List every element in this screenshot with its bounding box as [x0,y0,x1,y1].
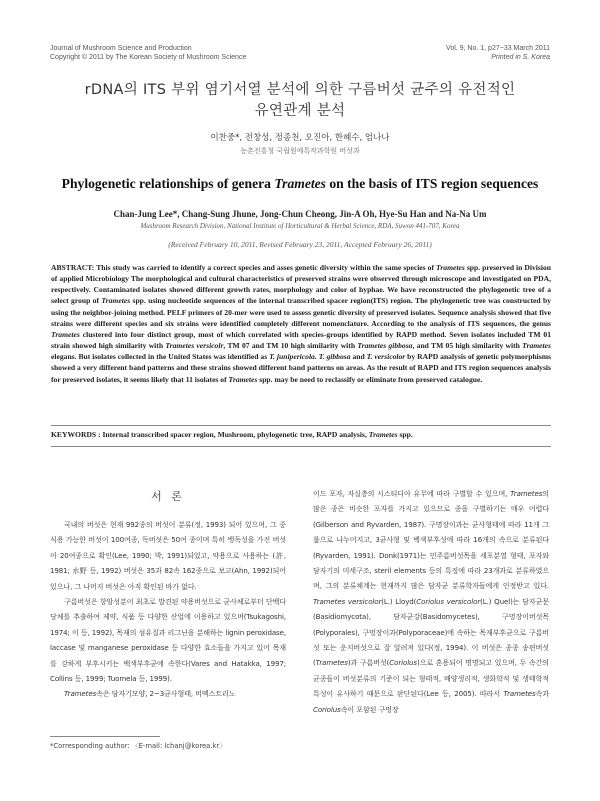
paragraph-text: 이드 포자, 자실층의 시스티디아 유무에 따라 구별할 수 있으며, [313,489,511,498]
english-authors: Chan-Jung Lee*, Chang-Sung Jhune, Jong-Chun Cheong, Jin-A Oh, Hye-Su Han and Na-Na Um [113,209,487,219]
abstract-label: ABSTRACT: [51,263,95,272]
journal-name: Journal of Mushroom Science and Production [50,45,192,52]
english-title [30,176,570,192]
english-affiliation: Mushroom Research Division, National Institute of Horticultural & Herbal Science, RDA, Suwon 441-707, Korea [140,222,460,230]
section-heading-introduction: 서 론 [151,490,185,503]
keywords-end: spp. [397,430,413,439]
english-title-pre: Phylogenetic relationships of genera [61,176,275,191]
abstract-text: and [350,352,367,362]
paragraph: 국내의 버섯은 현재 992종의 버섯이 분류(정, 1993) 되어 있으며, 그 중 식용 가능한 버섯이 100여종, 독버섯은 50여 종이며 특히 뱅독성을 가진 버섯이 20여종으로 확인(Lee, 1990; 박, 1991)되었고, 약용으로 사용하는 (許, 1981; 水野 등, 1992) 버섯은 35과 82속 162종으로 보고(Ahn, 1992)되어 있으나, 그 나머지 버섯은 아직 확인된 바가 없다. [50,520,286,591]
paragraph-text: 속이 포함된 구멍장 [340,704,399,714]
paragraph-text: (L.) Lloyd( [381,596,417,606]
genus-italic: Coriolus [389,658,417,668]
abstract-italic: T. junipericola. T. gibbosa [269,352,351,362]
abstract-text: spp. using nucleotide sequences of the internal transcribed spacer region(ITS) region. The phylogenetic tree was constructed by using the neighbor-joining method. PELF primers of 20-mer were used to assess genetic diversity of preserved isolates. Sequence analysis showed that five strains were different species and six strains were identified completely different nomenclature. According to the analysis of ITS sequences, the genus [51,296,551,328]
abstract-italic: Trametes gibbosa [357,341,413,351]
paragraph: 구름버섯은 항암성분이 최초로 발견된 약용버섯으로 균사체로부터 단백다당체를 추출하여 제약, 식품 등 다양한 산업에 이용하고 있으며(Tsukagoshi, 1974; 이 등, 1992), 목재의 섬유질과 리그닌을 분해하는 lignin peroxidase, laccase 및 manganese peroxidase 등 다양한 효소들을 가지고 있어 목재를 강하게 부후시키는 백색부후균에 속한다(Vares and Hatakka, 1997; Collins 등, 1999; Tuomela 등, 1999). [50,597,286,684]
journal-header [50,44,246,62]
korean-title-line1: rDNA의 ITS 부위 염기서열 분석에 의한 구름버섯 균주의 유전적인 [84,82,516,98]
keywords-label: KEYWORDS : [51,430,101,439]
abstract-italic: T. versicolor [366,352,406,362]
abstract-text: elegans. But isolates collected in the United States was identified as [51,352,270,362]
paragraph-text: 속은 담자기모양, 2~3균사형태, 비멕스트리노 [96,689,236,699]
genus-italic: Trametes [510,489,543,498]
abstract-italic: Trametes [522,341,551,351]
genus-italic: Trametes [64,689,97,699]
genus-italic: Coriolus [313,704,341,714]
abstract-italic: Trametes [51,329,80,339]
footnote-divider [50,736,160,737]
journal-copyright: Copyright © 2011 by The Korean Society of Mushroom Science [50,54,247,61]
volume-header [446,44,550,62]
divider-bottom [51,446,551,447]
keywords-text: Internal transcribed spacer region, Mushroom, phylogenetic tree, RAPD analysis, [100,430,369,439]
abstract-text: clustered into four distinct group, most of which correlated with species-groups identified by RAPD method. Seven isolates included TM 01 strain showed high similarity with [51,329,551,351]
abstract-italic: Trametes versicolr [165,341,224,351]
corresponding-author-footnote: *Corresponding author: 〈E-mail: lchanj@korea.kr〉 [50,742,227,750]
keywords-italic: Trametes [368,430,398,439]
species-italic: Trametes versicolor [313,596,382,606]
abstract-text: , TM 07 and TM 10 high similarity with [223,341,358,351]
abstract-text: spp. may be need to reclassify or eliminate from preserved catalogue. [257,374,483,384]
paragraph-text: )으로 혼용되어 명명되고 있으며, 두 속간의 균종들이 버섯분류의 기준이 되는 형태적, 배양생리적, 생화학적 및 생태학적특성이 유사하기 때문으로 판단된다(Lee 등, 2005). 따라서 [313,658,550,699]
paragraph [313,486,549,717]
korean-title [40,80,560,122]
received-dates: (Received February 10, 2011, Revised February 23, 2011, Accepted February 26, 2011) [168,240,432,249]
abstract-italic: Trametes [435,263,465,272]
paragraph-text: )과 구름버섯( [347,658,390,668]
abstract [51,262,551,385]
keywords [51,430,551,439]
printed-in: Printed in S. Korea [491,54,550,61]
korean-affiliation: 농촌진흥청 국립원예특작과학원 버섯과 [240,147,360,155]
english-title-genus: Trametes [274,176,326,191]
genus-italic: Trametes [503,689,536,699]
body-left-column [50,517,286,702]
abstract-text: by RAPD analysis of genetic polymorphisms showed a very different band patterns and these strains showed different band patterns on areas. As the result of RAPD and ITS region sequences analysis for preserved isolates, it seems likely that 11 isolates of [51,352,552,384]
paragraph [50,686,286,701]
abstract-text: This study was carried to identify a correct species and asses genetic diversity within the same species of [94,263,436,272]
korean-authors: 이찬중*, 전창성, 정종천, 오진아, 한혜수, 엄나나 [210,133,390,143]
abstract-italic: Trametes [101,296,131,306]
abstract-text: , and TM 05 high similarity with [412,341,523,351]
divider-top [51,425,551,426]
abstract-italic: Trametes [228,374,258,384]
paragraph-text: 속과 [535,689,549,699]
abstract-text: spp. preserved in Division of applied Microbiology The morphological and cultural characteristics of preserved strains were observed through microscope and investigated on PDA, respectively. Contaminated isolates showed different growth rates, morphology and color of hyphae. We have reconstructed the phylogenetic tree of a select group of [51,263,551,306]
genus-italic: Trametes [315,658,348,668]
paragraph-text: 의 많은 종은 비슷한 포자를 가지고 있으므로 종을 구별하기는 매우 어렵다(Gilberson and Ryvarden, 1987). 구명장이과는 균사형태에 따라 11개 그룹으로 나누어지고, 3균사형 및 백색부후성에 따라 16개의 속으로 분류된다(Ryvarden, 1991). Donk(1971)는 민주름버섯목을 세포분열 형태, 포자와 담자기의 미세구조, steril elements 등의 특징에 따라 23개과로 분류하였으며, 그의 분류체계는 현재까지 많은 담자균 분류학자들에게 인정받고 있다. [313,489,549,591]
volume-info: Vol. 9, No. 1, p27~33 March 2011 [446,45,550,52]
english-title-post: on the basis of ITS region sequences [325,176,539,191]
korean-title-line2: 유연관계 분석 [254,103,346,119]
paragraph-text: (L.) Quel)는 담자균문(Basidiomycota), 담자균강(Basidomycetes), 구멍장이버섯목(Polyporales), 구멍장이과(Polyporaceae)에 속하는 목재부후균으로 구름버섯 또는 운지버섯으로 잘 알려져 있다(정, 1994). 이 버섯은 종종 송편버섯( [313,596,550,668]
body-right-column [313,486,549,717]
species-italic: Coriolus versicolor [416,596,481,606]
